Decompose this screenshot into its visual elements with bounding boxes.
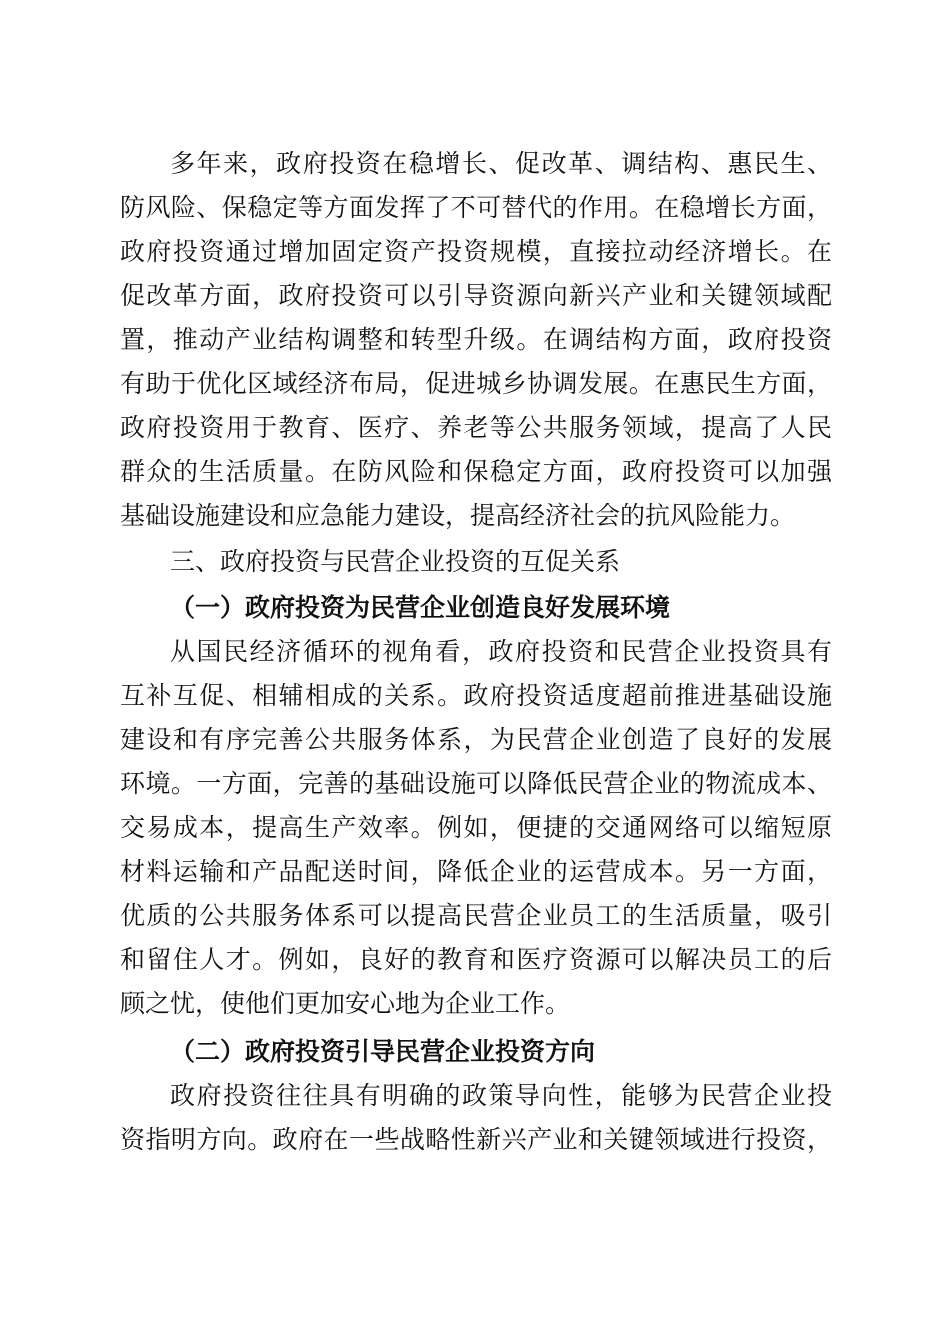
paragraph2-line-9: 顾之忧，使他们更加安心地为企业工作。: [120, 989, 571, 1018]
paragraph3-line-2: 资指明方向。政府在一些战略性新兴产业和关键领域进行投资，: [120, 1125, 832, 1154]
paragraph1-line-4: 促改革方面，政府投资可以引导资源向新兴产业和关键领域配: [120, 281, 832, 310]
paragraph1-line-1: 多年来，政府投资在稳增长、促改革、调结构、惠民生、: [170, 149, 832, 178]
subsection-heading-1: （一）政府投资为民营企业创造良好发展环境: [170, 593, 671, 622]
section-heading: 三、政府投资与民营企业投资的互促关系: [170, 547, 621, 576]
paragraph1-line-8: 群众的生活质量。在防风险和保稳定方面，政府投资可以加强: [120, 457, 832, 486]
paragraph2-line-4: 环境。一方面，完善的基础设施可以降低民营企业的物流成本、: [120, 769, 832, 798]
paragraph2-line-8: 和留住人才。例如，良好的教育和医疗资源可以解决员工的后: [120, 945, 832, 974]
paragraph1-line-3: 政府投资通过增加固定资产投资规模，直接拉动经济增长。在: [120, 237, 832, 266]
paragraph3-line-1: 政府投资往往具有明确的政策导向性，能够为民营企业投: [170, 1081, 832, 1110]
paragraph2-line-6: 材料运输和产品配送时间，降低企业的运营成本。另一方面，: [120, 857, 832, 886]
paragraph1-line-9: 基础设施建设和应急能力建设，提高经济社会的抗风险能力。: [120, 501, 796, 530]
paragraph1-line-7: 政府投资用于教育、医疗、养老等公共服务领域，提高了人民: [120, 413, 832, 442]
paragraph1-line-6: 有助于优化区域经济布局，促进城乡协调发展。在惠民生方面，: [120, 369, 832, 398]
paragraph1-line-2: 防风险、保稳定等方面发挥了不可替代的作用。在稳增长方面，: [120, 193, 832, 222]
subsection-heading-2: （二）政府投资引导民营企业投资方向: [170, 1037, 596, 1066]
paragraph2-line-5: 交易成本，提高生产效率。例如，便捷的交通网络可以缩短原: [120, 813, 832, 842]
paragraph2-line-3: 建设和有序完善公共服务体系，为民营企业创造了良好的发展: [120, 725, 832, 754]
paragraph2-line-1: 从国民经济循环的视角看，政府投资和民营企业投资具有: [170, 637, 832, 666]
paragraph1-line-5: 置，推动产业结构调整和转型升级。在调结构方面，政府投资: [120, 325, 832, 354]
paragraph2-line-2: 互补互促、相辅相成的关系。政府投资适度超前推进基础设施: [120, 681, 832, 710]
paragraph2-line-7: 优质的公共服务体系可以提高民营企业员工的生活质量，吸引: [120, 901, 832, 930]
